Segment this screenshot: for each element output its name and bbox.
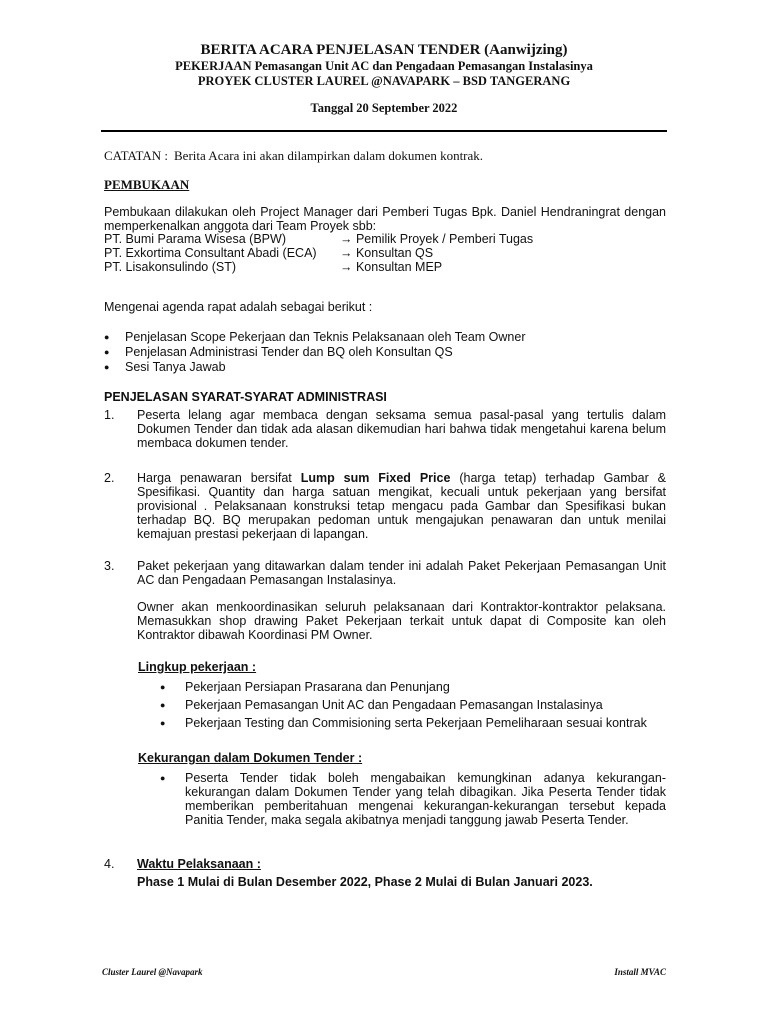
item-number: 1. [104,408,115,422]
lingkup-item: ● Pekerjaan Persiapan Prasarana dan Penunjang [160,680,450,694]
kekurangan-list [160,771,666,827]
waktu-heading: Waktu Pelaksanaan : [137,857,261,871]
team-row [104,260,533,274]
item-text: Owner akan menkoordinasikan seluruh pelaksanaan dari Kontraktor-kontraktor pelaksana. Memasukkan shop drawing Paket Pekerjaan terkait untuk dapat di Composite kan oleh Kontraktor dibawah Koordinasi PM Owner. [137,600,666,642]
pembukaan-intro: Pembukaan dilakukan oleh Project Manager dari Pemberi Tugas Bpk. Daniel Hendraningrat dengan memperkenalkan anggota dari Team Proyek sbb: [104,205,666,233]
kekurangan-item: ● Peserta Tender tidak boleh mengabaikan kemungkinan adanya kekurangan-kekurangan dalam Dokumen Tender yang telah dibagikan. Jika Peserta Tender tidak memberikan pemberitahuan mengenai kekurangan-kekurangan tersebut kepada Panitia Tender, maka segala akibatnya menjadi tanggung jawab Peserta Tender. [160,771,666,827]
footer-project: Cluster Laurel @Navapark [102,967,203,977]
item-text: Peserta lelang agar membaca dengan seksama semua pasal-pasal yang tertulis dalam Dokumen Tender dan tidak ada alasan dikemudian hari bahwa tidak mengetahui karena belum membaca dokumen tender. [137,408,666,450]
catatan-label: CATATAN : [104,148,169,163]
header-divider [101,130,667,132]
document-subtitle-project-name: PROYEK CLUSTER LAUREL @NAVAPARK – BSD TANGERANG [197,74,571,88]
lingkup-item: ● Pekerjaan Pemasangan Unit AC dan Pengadaan Pemasangan Instalasinya [160,698,603,712]
waktu-text: Phase 1 Mulai di Bulan Desember 2022, Phase 2 Mulai di Bulan Januari 2023. [137,875,593,889]
lingkup-list [160,680,666,730]
admin-heading: PENJELASAN SYARAT-SYARAT ADMINISTRASI [104,390,387,404]
catatan-text: Berita Acara ini akan dilampirkan dalam dokumen kontrak. [174,148,484,163]
item-number: 3. [104,559,115,573]
agenda-intro: Mengenai agenda rapat adalah sebagai berikut : [104,300,373,314]
bullet-icon: ● [160,718,166,728]
bullet-icon: ● [104,362,110,372]
team-company: PT. Exkortima Consultant Abadi (ECA) [104,246,317,260]
document-header [0,41,768,116]
admin-item-3 [104,559,666,587]
bullet-icon: ● [160,700,166,710]
item-number: 2. [104,471,115,485]
agenda-item: ● Sesi Tanya Jawab [104,360,226,374]
admin-item-3-owner [104,600,666,642]
page-footer [102,967,666,977]
team-row [104,232,533,246]
admin-item-1 [104,408,666,450]
catatan-note [104,148,483,164]
kekurangan-heading: Kekurangan dalam Dokumen Tender : [138,751,363,765]
bullet-icon: ● [104,347,110,357]
bullet-icon: ● [104,332,110,342]
team-company: PT. Lisakonsulindo (ST) [104,260,237,274]
footer-package: Install MVAC [614,967,666,977]
pembukaan-heading: PEMBUKAAN [104,177,190,192]
document-subtitle-project-work: PEKERJAAN Pemasangan Unit AC dan Pengadaan Pemasangan Instalasinya [175,59,593,73]
bullet-icon: ● [160,773,166,783]
lingkup-item: ● Pekerjaan Testing dan Commisioning serta Pekerjaan Pemeliharaan sesuai kontrak [160,716,647,730]
agenda-list [104,330,526,375]
team-company: PT. Bumi Parama Wisesa (BPW) [104,232,286,246]
team-role: → Konsultan MEP [340,260,443,274]
lingkup-heading: Lingkup pekerjaan : [138,660,257,674]
bullet-icon: ● [160,682,166,692]
item-text: Harga penawaran bersifat Lump sum Fixed Price (harga tetap) terhadap Gambar & Spesifikasi. Quantity dan harga satuan mengikat, kecuali untuk pekerjaan yang bersifat provisional . Pelaksanaan konstruksi tetap mengacu pada Gambar dan Spesifikasi bukan terhadap BQ. BQ merupakan pedoman untuk mengajukan penawaran dan untuk menilai kemajuan prestasi pekerjaan di lapangan. [137,471,666,541]
item-text: Paket pekerjaan yang ditawarkan dalam tender ini adalah Paket Pekerjaan Pemasangan Unit AC dan Pengadaan Pemasangan Instalasinya. [137,559,666,587]
admin-item-4 [104,857,666,889]
document-title: BERITA ACARA PENJELASAN TENDER (Aanwijzing) [200,42,568,58]
team-row [104,246,533,260]
team-list [104,232,533,274]
agenda-item: ● Penjelasan Administrasi Tender dan BQ oleh Konsultan QS [104,345,453,359]
admin-item-2 [104,471,666,541]
agenda-item: ● Penjelasan Scope Pekerjaan dan Teknis Pelaksanaan oleh Team Owner [104,330,526,344]
item-number: 4. [104,857,115,871]
team-role: → Pemilik Proyek / Pemberi Tugas [340,232,534,246]
document-date: Tanggal 20 September 2022 [310,101,458,115]
team-role: → Konsultan QS [340,246,434,260]
lump-sum-emphasis: Lump sum Fixed Price [300,471,451,485]
